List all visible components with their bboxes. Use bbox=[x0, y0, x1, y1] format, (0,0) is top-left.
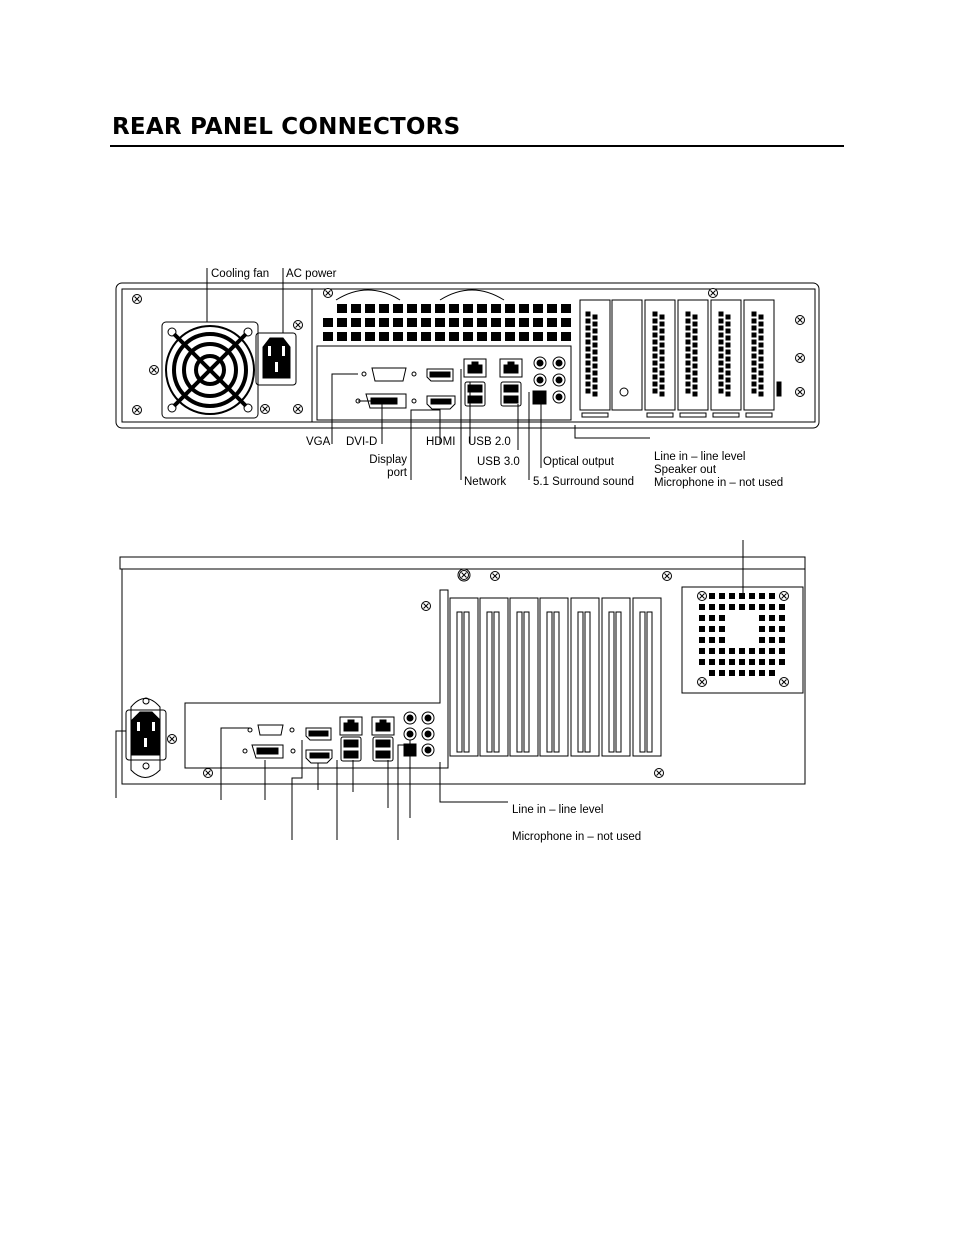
label-display-port: Display port bbox=[369, 454, 407, 479]
ac-power-icon bbox=[256, 333, 296, 385]
ac-power-icon-bottom bbox=[126, 698, 166, 778]
label-usb-2: USB 2.0 bbox=[468, 436, 511, 448]
cooling-fan-icon bbox=[162, 322, 258, 418]
displayport-icon bbox=[427, 369, 453, 381]
label-optical-output: Optical output bbox=[543, 456, 614, 468]
hdmi-port-icon bbox=[427, 396, 455, 409]
label-cooling-fan: Cooling fan bbox=[211, 268, 270, 280]
label-audio-group bbox=[654, 451, 783, 490]
label-surround-sound: 5.1 Surround sound bbox=[533, 476, 635, 488]
label-line-in-bottom: Line in – line level bbox=[512, 804, 604, 816]
label-line-in: Line in – line level bbox=[654, 451, 746, 463]
label-usb-3: USB 3.0 bbox=[477, 456, 520, 468]
vent-grid bbox=[323, 304, 571, 341]
label-dvi-d: DVI-D bbox=[346, 436, 378, 448]
label-vga: VGA bbox=[306, 436, 331, 448]
label-network: Network bbox=[464, 476, 507, 488]
rear-panel-bottom-diagram bbox=[116, 540, 805, 840]
label-hdmi: HDMI bbox=[426, 436, 456, 448]
vga-port-icon bbox=[362, 368, 416, 381]
label-speaker-out: Speaker out bbox=[654, 464, 717, 476]
label-mic-in: Microphone in – not used bbox=[654, 477, 784, 489]
label-mic-in-bottom: Microphone in – not used bbox=[512, 831, 642, 843]
page-title: REAR PANEL CONNECTORS bbox=[112, 114, 461, 140]
label-ac-power: AC power bbox=[286, 268, 337, 280]
